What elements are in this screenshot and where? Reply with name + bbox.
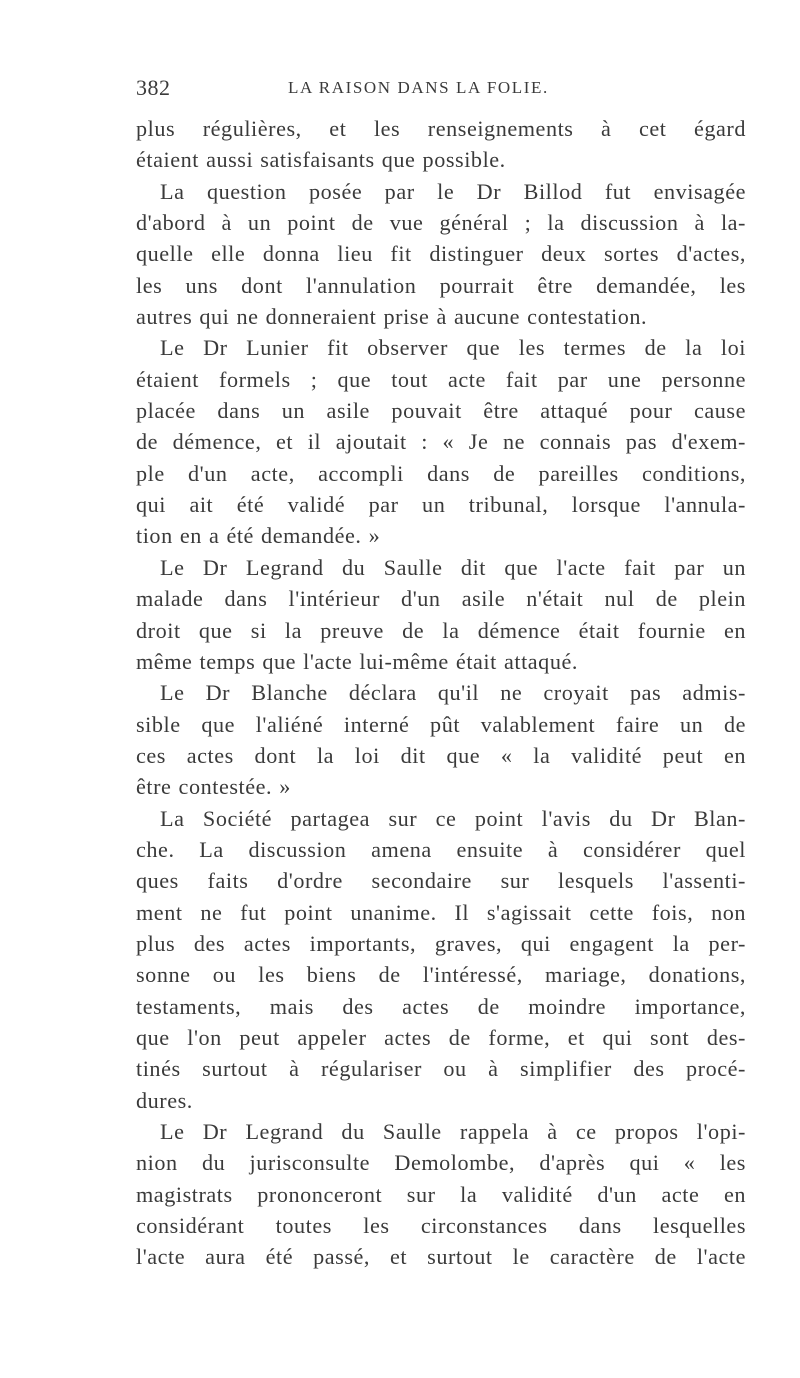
- text-line: même temps que l'acte lui-même était attaqué.: [136, 648, 578, 674]
- paragraph: [136, 803, 746, 1116]
- text-line: droit que si la preuve de la démence était fournie en: [136, 617, 746, 643]
- text-line: La question posée par le Dr Billod fut envisagée: [160, 178, 746, 204]
- page-number: 382: [136, 75, 171, 100]
- text-line: que l'on peut appeler actes de forme, et qui sont des-: [136, 1024, 746, 1050]
- text-line: nion du jurisconsulte Demolombe, d'après qui « les: [136, 1150, 746, 1176]
- text-line: autres qui ne donneraient prise à aucune contestation.: [136, 304, 648, 330]
- text-line: Le Dr Legrand du Saulle rappela à ce propos l'opi-: [160, 1119, 746, 1144]
- text-line: étaient formels ; que tout acte fait par une personne: [136, 366, 746, 392]
- text-line: ment ne fut point unanime. Il s'agissait cette fois, non: [136, 899, 746, 925]
- text-line: plus régulières, et les renseignements à cet égard: [136, 116, 746, 141]
- text-line: ques faits d'ordre secondaire sur lesquels l'assenti-: [136, 868, 746, 894]
- running-head: [136, 75, 746, 105]
- text-line: qui ait été validé par un tribunal, lorsque l'annula-: [136, 492, 746, 518]
- text-line: Le Dr Blanche déclara qu'il ne croyait pas admis-: [160, 680, 746, 706]
- text-line: magistrats prononceront sur la validité d'un acte en: [136, 1181, 746, 1207]
- paragraph: [136, 677, 746, 802]
- text-line: placée dans un asile pouvait être attaqué pour cause: [136, 398, 746, 424]
- text-line: considérant toutes les circonstances dans lesquelles: [136, 1213, 746, 1239]
- paragraph: [136, 332, 746, 551]
- text-line: être contestée. »: [136, 774, 291, 800]
- text-line: sible que l'aliéné interné pût valablement faire un de: [136, 711, 746, 737]
- paragraph: [136, 113, 746, 176]
- text-line: de démence, et il ajoutait : « Je ne connais pas d'exem-: [136, 429, 746, 455]
- text-line: malade dans l'intérieur d'un asile n'était nul de plein: [136, 586, 746, 612]
- text-line: ces actes dont la loi dit que « la validité peut en: [136, 742, 746, 768]
- text-line: Le Dr Legrand du Saulle dit que l'acte fait par un: [160, 554, 746, 580]
- text-line: d'abord à un point de vue général ; la discussion à la-: [136, 210, 746, 236]
- text-line: quelle elle donna lieu fit distinguer deux sortes d'actes,: [136, 241, 746, 267]
- paragraph: [136, 552, 746, 677]
- body-text: [136, 113, 746, 1273]
- text-line: étaient aussi satisfaisants que possible.: [136, 147, 506, 173]
- text-line: La Société partagea sur ce point l'avis du Dr Blan-: [160, 805, 746, 831]
- text-line: che. La discussion amena ensuite à considérer quel: [136, 836, 746, 862]
- text-line: les uns dont l'annulation pourrait être demandée, les: [136, 272, 746, 298]
- text-line: dures.: [136, 1087, 193, 1113]
- text-line: plus des actes importants, graves, qui engagent la per-: [136, 930, 746, 956]
- paragraph: [136, 176, 746, 333]
- text-line: testaments, mais des actes de moindre importance,: [136, 993, 746, 1019]
- text-line: l'acte aura été passé, et surtout le caractère de l'acte: [136, 1244, 746, 1270]
- text-line: tinés surtout à régulariser ou à simplifier des procé-: [136, 1056, 746, 1082]
- paragraph: [136, 1116, 746, 1273]
- text-line: sonne ou les biens de l'intéressé, mariage, donations,: [136, 962, 746, 988]
- text-line: Le Dr Lunier fit observer que les termes de la loi: [160, 335, 746, 361]
- running-title: LA RAISON DANS LA FOLIE.: [288, 78, 549, 97]
- text-line: tion en a été demandée. »: [136, 523, 381, 549]
- text-line: ple d'un acte, accompli dans de pareilles conditions,: [136, 460, 746, 486]
